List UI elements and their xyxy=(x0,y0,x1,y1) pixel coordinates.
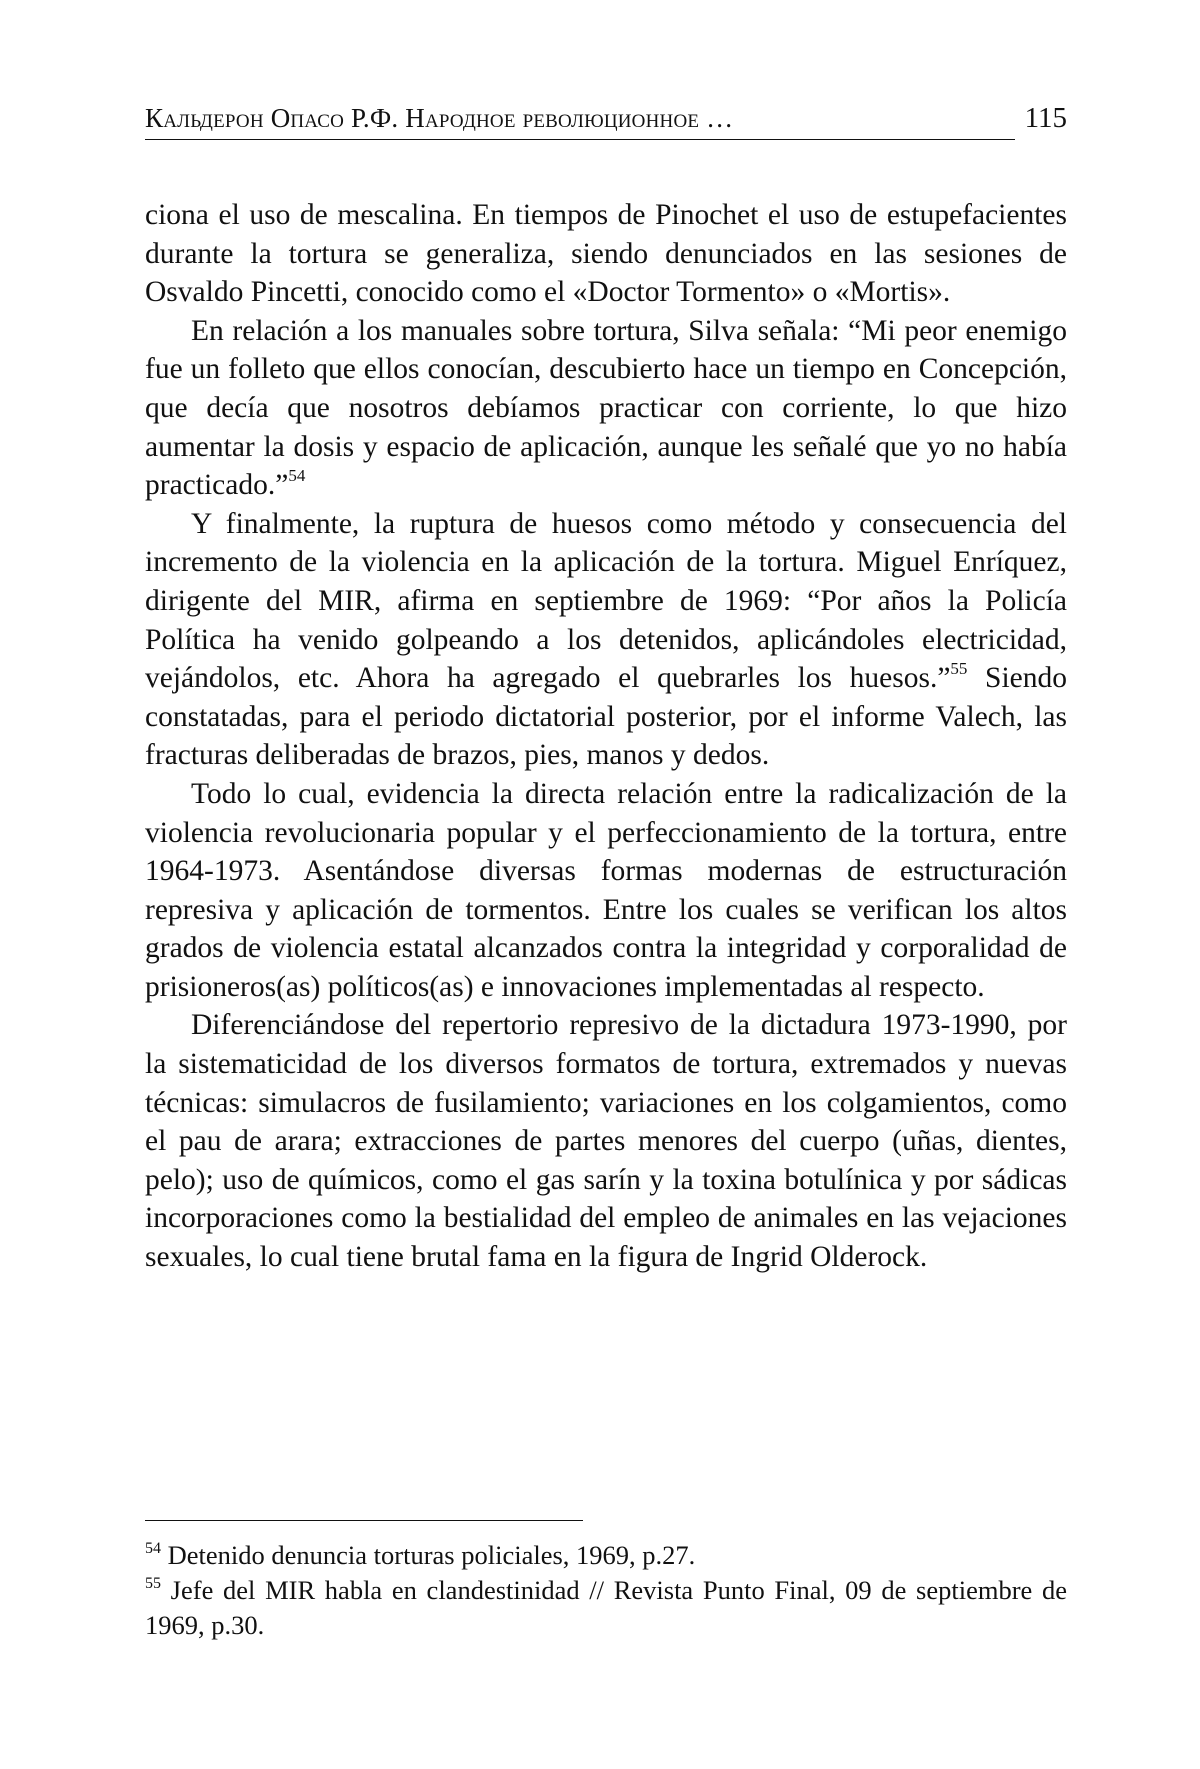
paragraph-3-text: Y finalmente, la ruptura de huesos como método y consecuencia del incremento de la violencia en la aplicación de la tortura. Miguel Enríquez, dirigente del MIR, afirma en septiembre de 1969: “Por años la Policía Política ha venido golpeando a los detenidos, aplicándoles electricidad, vejándolos, etc. Ahora ha agregado el quebrarles los huesos.” xyxy=(145,507,1067,695)
main-text xyxy=(145,196,1067,1277)
paragraph-1 xyxy=(145,196,1067,312)
footnote-55 xyxy=(145,1573,1067,1643)
paragraph-2-text: En relación a los manuales sobre tortura, Silva señala: “Mi peor enemigo fue un folleto que ellos conocían, descubierto hace un tiempo en Concepción, que decía que nosotros debíamos practicar con corriente, lo que hizo aumentar la dosis y espacio de aplicación, aunque les señalé que yo no había practicado.” xyxy=(145,314,1067,502)
footnote-ref-54[interactable]: 54 xyxy=(288,466,306,486)
footnote-text-55: Jefe del MIR habla en clandestinidad // Revista Punto Final, 09 de septiembre de 1969, p.30. xyxy=(145,1575,1067,1640)
footnotes xyxy=(145,1538,1067,1643)
footnote-ref-55[interactable]: 55 xyxy=(950,659,968,679)
footnote-number-54: 54 xyxy=(145,1540,161,1557)
book-page xyxy=(145,0,1067,1769)
footnote-separator xyxy=(145,1520,583,1521)
header-rule xyxy=(145,139,1015,140)
page-number: 115 xyxy=(1024,102,1067,134)
paragraph-5-text: Diferenciándose del repertorio represivo de la dictadura 1973-1990, por la sistematicidad de los diversos formatos de tortura, extremados y nuevas técnicas: simulacros de fusilamiento; variaciones en los colgamientos, como el pau de arara; extracciones de partes menores del cuerpo (uñas, dientes, pelo); uso de químicos, como el gas sarín y la toxina botulínica y por sádicas incorporaciones como la bestialidad del empleo de animales en las vejaciones sexuales, lo cual tiene brutal fama en la figura de Ingrid Olderock. xyxy=(145,1009,1067,1274)
footnote-text-54: Detenido denuncia torturas policiales, 1969, p.27. xyxy=(161,1540,696,1570)
footnote-number-55: 55 xyxy=(145,1575,161,1592)
paragraph-3 xyxy=(145,505,1067,775)
footnote-54 xyxy=(145,1538,1067,1573)
running-header-title: Кальдерон Опасо Р.Ф. Народное революционное … xyxy=(145,103,734,133)
paragraph-4-text: Todo lo cual, evidencia la directa relación entre la radicalización de la violencia revolucionaria popular y el perfeccionamiento de la tortura, entre 1964-1973. Asentándose diversas formas modernas de estructuración represiva y aplicación de tormentos. Entre los cuales se verifican los altos grados de violencia estatal alcanzados contra la integridad y corporalidad de prisioneros(as) políticos(as) e innovaciones implementadas al respecto. xyxy=(145,777,1067,1003)
paragraph-4 xyxy=(145,775,1067,1007)
running-header xyxy=(145,101,1067,145)
paragraph-1-text: ciona el uso de mescalina. En tiempos de Pinochet el uso de estupefacientes durante la tortura se generaliza, siendo denunciados en las sesiones de Osvaldo Pincetti, conocido como el «Doctor Tormento» o «Mortis». xyxy=(145,199,1067,309)
paragraph-2 xyxy=(145,312,1067,505)
paragraph-3-text-continued: Siendo constatadas, para el periodo dictatorial posterior, por el informe Valech, las fracturas deliberadas de brazos, pies, manos y dedos. xyxy=(145,662,1068,772)
paragraph-5 xyxy=(145,1006,1067,1276)
